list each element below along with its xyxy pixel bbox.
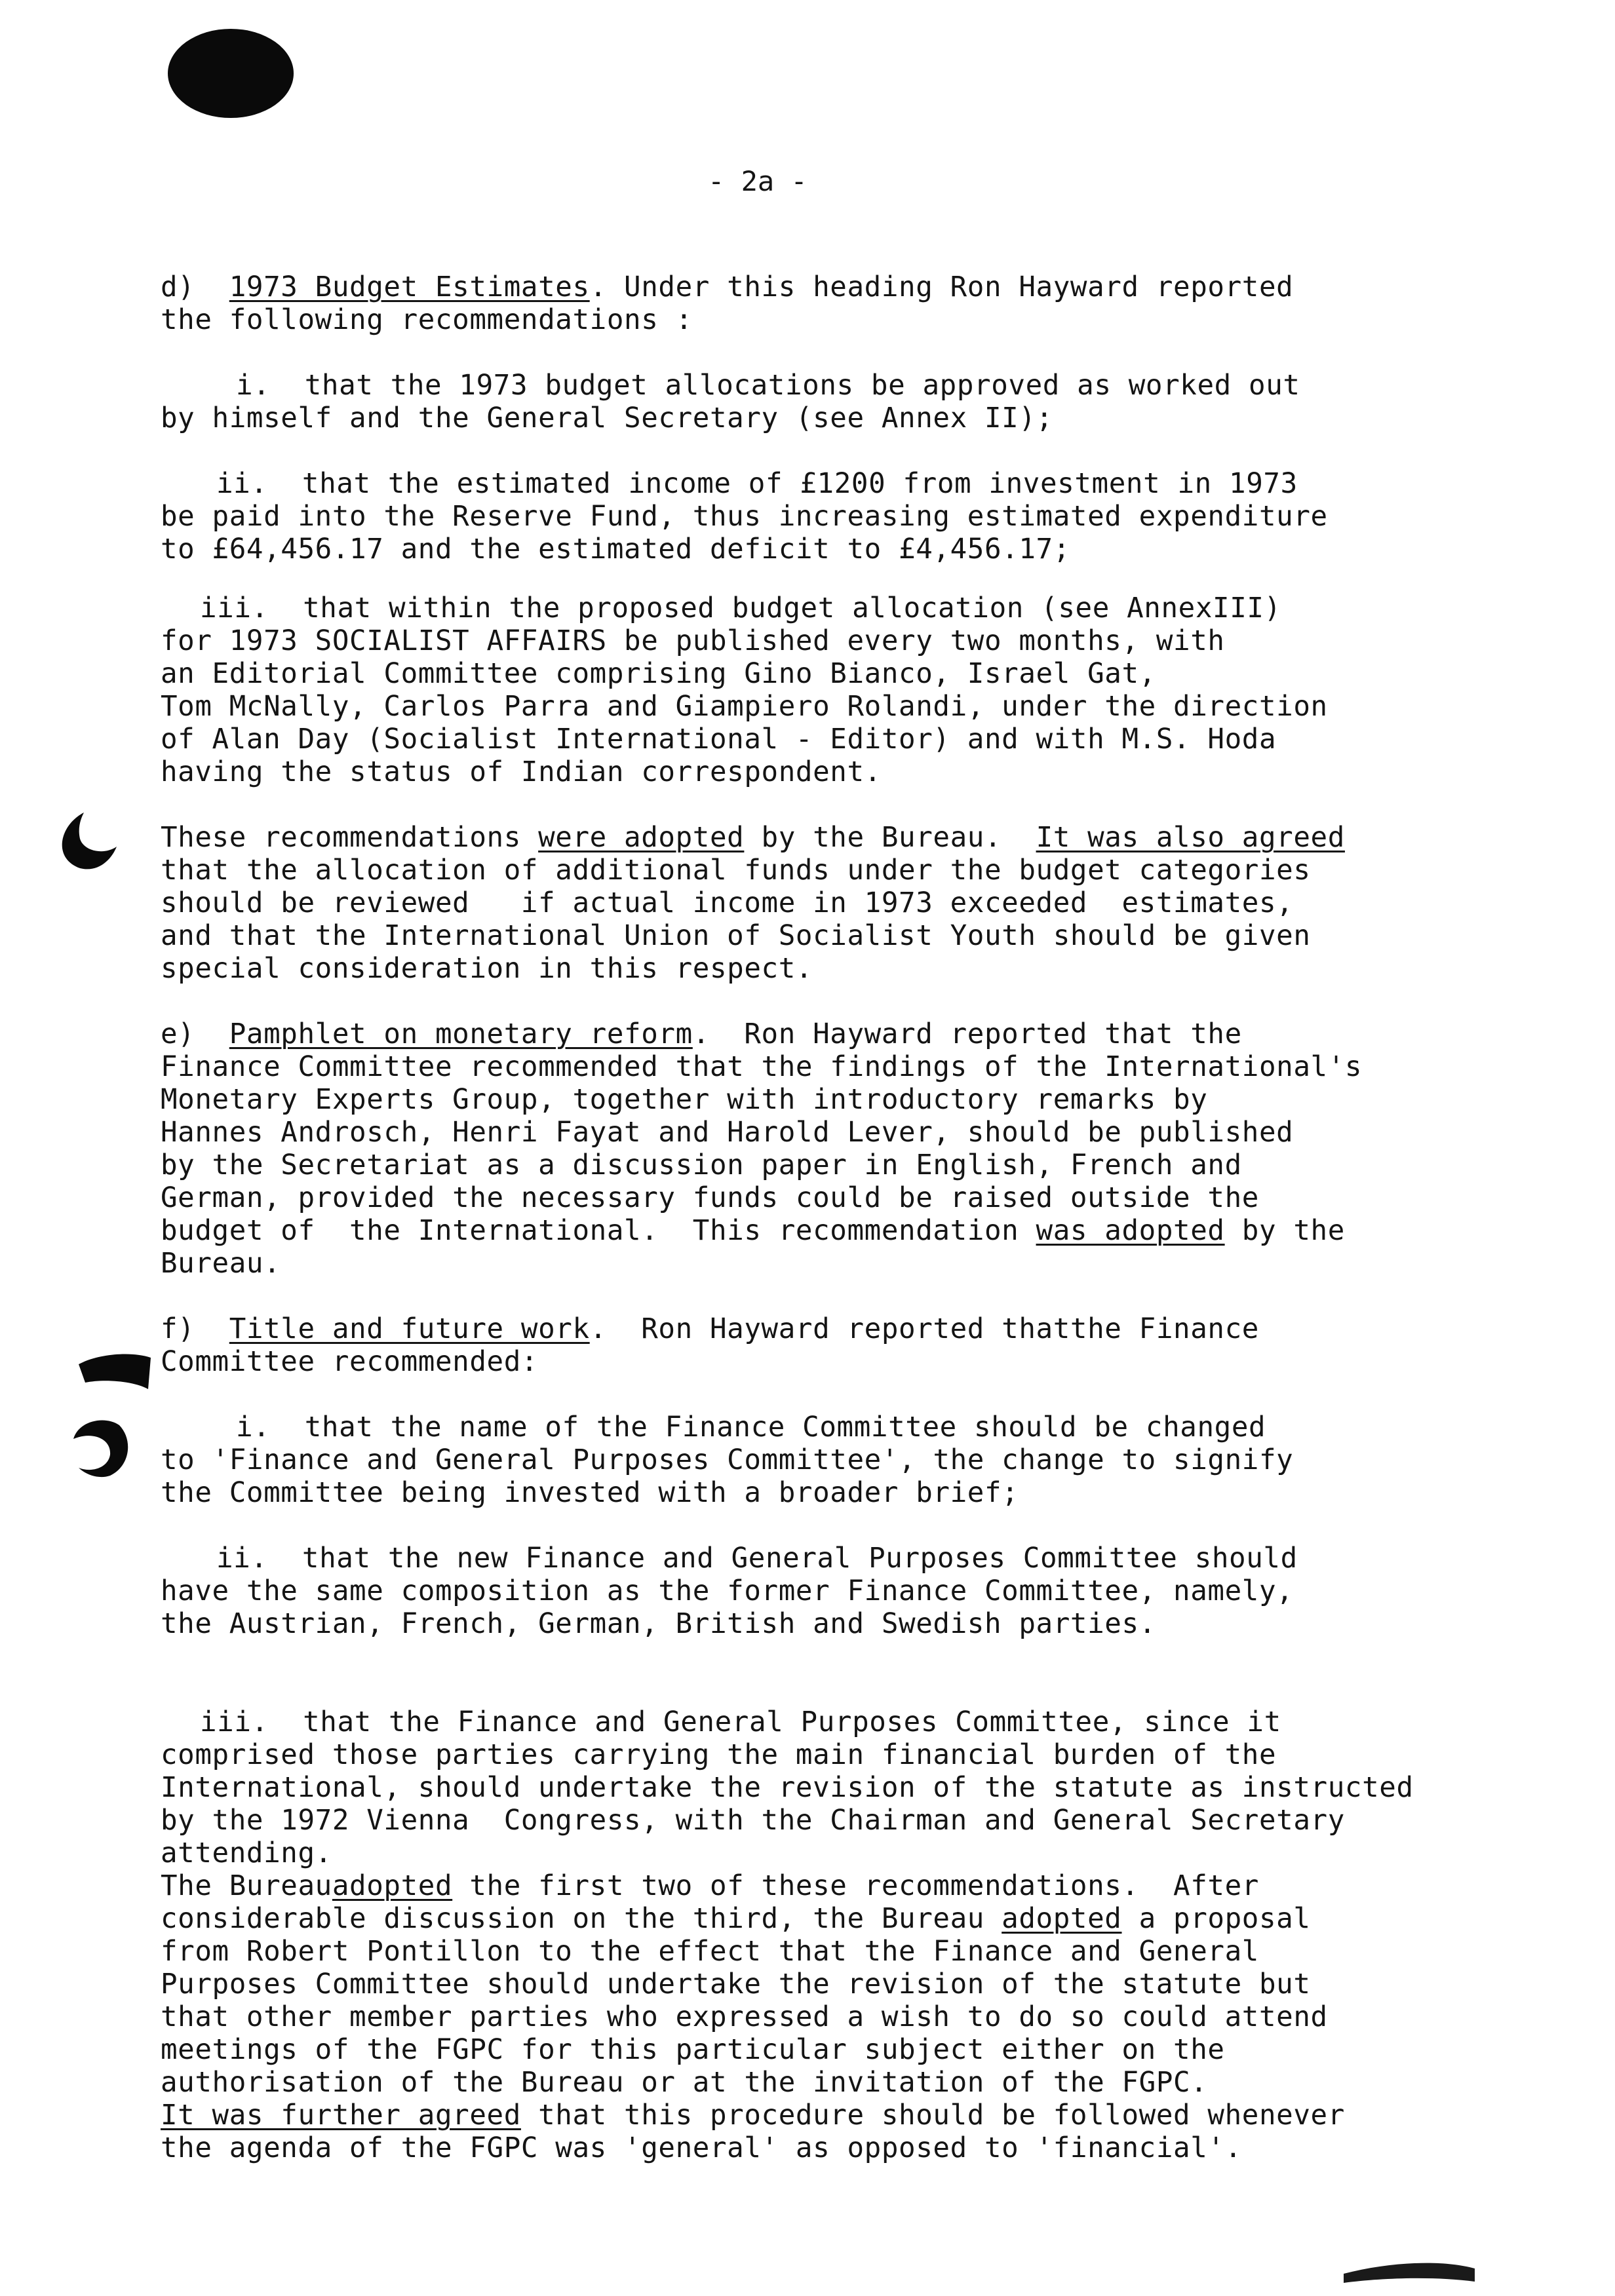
- underlined-phrase: It was further agreed: [161, 2099, 521, 2132]
- text-line: [161, 501, 1328, 533]
- text-run: Tom McNally, Carlos Parra and Giampiero Rolandi, under the direction: [161, 691, 1328, 723]
- text-run: by the 1972 Vienna Congress, with the Chairman and General Secretary: [161, 1805, 1345, 1837]
- text-line: [161, 1051, 1362, 1084]
- text-line: [161, 822, 1345, 854]
- text-run: the Committee being invested with a broader brief;: [161, 1477, 1019, 1509]
- text-line: [161, 1968, 1311, 2001]
- text-run: by the Secretariat as a discussion paper in English, French and: [161, 1149, 1242, 1181]
- text-run: to 'Finance and General Purposes Committee', the change to signify: [161, 1444, 1294, 1476]
- text-run: iii. that within the proposed budget allocation (see AnnexIII): [200, 592, 1281, 624]
- text-run: attending.: [161, 1837, 332, 1869]
- text-run: . Under this heading Ron Hayward reported: [589, 271, 1294, 303]
- text-run: Committee recommended:: [161, 1346, 539, 1378]
- text-run: i. that the name of the Finance Committee should be changed: [236, 1411, 1266, 1444]
- text-run: should be reviewed if actual income in 1973 exceeded estimates,: [161, 887, 1294, 919]
- text-line: [161, 1936, 1259, 1968]
- text-line: [161, 920, 1311, 953]
- underlined-phrase: was adopted: [1036, 1215, 1225, 1247]
- text-run: Bureau.: [161, 1248, 281, 1280]
- text-run: special consideration in this respect.: [161, 953, 813, 985]
- text-line: [161, 1084, 1207, 1117]
- text-run: meetings of the FGPC for this particular subject either on the: [161, 2034, 1225, 2066]
- text-line: [161, 691, 1328, 723]
- punch-hole-mark-icon: [73, 1421, 128, 1478]
- text-line: [161, 723, 1276, 756]
- text-line: [236, 1411, 1266, 1444]
- text-run: . Ron Hayward reported thatthe Finance: [589, 1313, 1259, 1345]
- underlined-phrase: were adopted: [538, 822, 745, 854]
- text-run: Purposes Committee should undertake the revision of the statute but: [161, 1968, 1311, 2000]
- text-run: . Ron Hayward reported that the: [692, 1018, 1242, 1050]
- text-line: [161, 756, 882, 789]
- text-line: [161, 1313, 1259, 1346]
- text-run: that the allocation of additional funds under the budget categories: [161, 854, 1311, 887]
- ink-smudge-icon: [1344, 2263, 1475, 2283]
- text-run: to £64,456.17 and the estimated deficit to £4,456.17;: [161, 533, 1070, 565]
- text-run: that this procedure should be followed whenever: [520, 2099, 1345, 2132]
- text-line: [161, 1215, 1345, 1248]
- text-line: [161, 1018, 1242, 1051]
- underlined-phrase: 1973 Budget Estimates: [229, 271, 590, 303]
- text-run: that other member parties who expressed a wish to do so could attend: [161, 2001, 1328, 2033]
- text-run: of Alan Day (Socialist International - Editor) and with M.S. Hoda: [161, 723, 1277, 756]
- text-line: [161, 854, 1311, 887]
- text-line: [161, 1248, 281, 1280]
- text-line: [161, 2132, 1242, 2165]
- text-line: [161, 1772, 1414, 1805]
- punch-hole-mark-icon: [79, 1354, 151, 1389]
- text-line: [161, 1870, 1259, 1903]
- text-line: [161, 1117, 1293, 1149]
- text-run: an Editorial Committee comprising Gino Bianco, Israel Gat,: [161, 658, 1156, 690]
- text-run: e): [161, 1018, 229, 1050]
- text-run: considerable discussion on the third, the Bureau: [161, 1903, 1002, 1935]
- text-run: Monetary Experts Group, together with introductory remarks by: [161, 1084, 1208, 1116]
- text-line: [161, 1805, 1345, 1837]
- text-line: [161, 1346, 538, 1379]
- text-line: [161, 2067, 1207, 2099]
- underlined-phrase: adopted: [1002, 1903, 1122, 1935]
- text-run: The Bureau: [161, 1870, 332, 1902]
- text-run: f): [161, 1313, 229, 1345]
- text-line: [216, 1542, 1298, 1575]
- text-line: [161, 1182, 1259, 1215]
- text-run: the agenda of the FGPC was 'general' as opposed to 'financial'.: [161, 2132, 1242, 2164]
- text-run: having the status of Indian correspondent.: [161, 756, 882, 788]
- page-number: - 2a -: [708, 165, 808, 197]
- text-run: budget of the International. This recommendation: [161, 1215, 1036, 1247]
- underlined-phrase: adopted: [332, 1870, 453, 1902]
- text-line: [161, 533, 1070, 566]
- punch-hole-mark-icon: [62, 813, 117, 869]
- text-run: the first two of these recommendations. After: [452, 1870, 1259, 1902]
- text-run: the following recommendations :: [161, 304, 693, 336]
- underlined-phrase: Pamphlet on monetary reform: [229, 1018, 693, 1050]
- text-run: and that the International Union of Socialist Youth should be given: [161, 920, 1311, 952]
- text-run: by the Bureau.: [744, 822, 1036, 854]
- text-run: by himself and the General Secretary (see Annex II);: [161, 402, 1053, 434]
- text-run: from Robert Pontillon to the effect that the Finance and General: [161, 1936, 1259, 1968]
- text-run: a proposal: [1121, 1903, 1311, 1935]
- text-run: have the same composition as the former Finance Committee, namely,: [161, 1575, 1294, 1607]
- underlined-phrase: It was also agreed: [1036, 822, 1345, 854]
- text-line: [200, 1706, 1281, 1739]
- text-line: [161, 271, 1293, 304]
- text-run: i. that the 1973 budget allocations be approved as worked out: [236, 370, 1300, 402]
- text-run: ii. that the new Finance and General Purposes Committee should: [216, 1542, 1298, 1575]
- text-run: authorisation of the Bureau or at the invitation of the FGPC.: [161, 2067, 1208, 2099]
- text-line: [161, 1903, 1311, 1936]
- text-run: comprised those parties carrying the main financial burden of the: [161, 1739, 1277, 1771]
- text-run: International, should undertake the revision of the statute as instructed: [161, 1772, 1414, 1804]
- text-line: [161, 2001, 1328, 2034]
- text-run: ii. that the estimated income of £1200 from investment in 1973: [216, 468, 1298, 500]
- text-run: iii. that the Finance and General Purposes Committee, since it: [200, 1706, 1281, 1738]
- text-line: [161, 2099, 1345, 2132]
- text-run: be paid into the Reserve Fund, thus increasing estimated expenditure: [161, 501, 1328, 533]
- ink-blot-icon: [168, 29, 294, 118]
- text-line: [161, 2034, 1225, 2067]
- text-line: [161, 625, 1225, 658]
- text-line: [161, 658, 1156, 691]
- text-line: [236, 370, 1300, 402]
- text-run: for 1973 SOCIALIST AFFAIRS be published every two months, with: [161, 625, 1225, 657]
- text-line: [161, 953, 813, 985]
- text-line: [161, 1837, 332, 1870]
- text-run: d): [161, 271, 229, 303]
- text-run: German, provided the necessary funds could be raised outside the: [161, 1182, 1259, 1214]
- text-line: [216, 468, 1298, 501]
- text-run: by the: [1224, 1215, 1345, 1247]
- text-run: Finance Committee recommended that the findings of the International's: [161, 1051, 1363, 1083]
- text-line: [161, 304, 693, 337]
- text-line: [161, 1608, 1156, 1641]
- text-line: [161, 1739, 1276, 1772]
- underlined-phrase: Title and future work: [229, 1313, 590, 1345]
- text-line: [200, 592, 1281, 625]
- text-run: the Austrian, French, German, British and Swedish parties.: [161, 1608, 1156, 1640]
- text-run: These recommendations: [161, 822, 539, 854]
- text-line: [161, 1444, 1293, 1477]
- text-line: [161, 887, 1293, 920]
- text-line: [161, 1149, 1242, 1182]
- text-line: [161, 1477, 1019, 1510]
- text-run: Hannes Androsch, Henri Fayat and Harold Lever, should be published: [161, 1117, 1294, 1149]
- text-line: [161, 1575, 1293, 1608]
- text-line: [161, 402, 1053, 435]
